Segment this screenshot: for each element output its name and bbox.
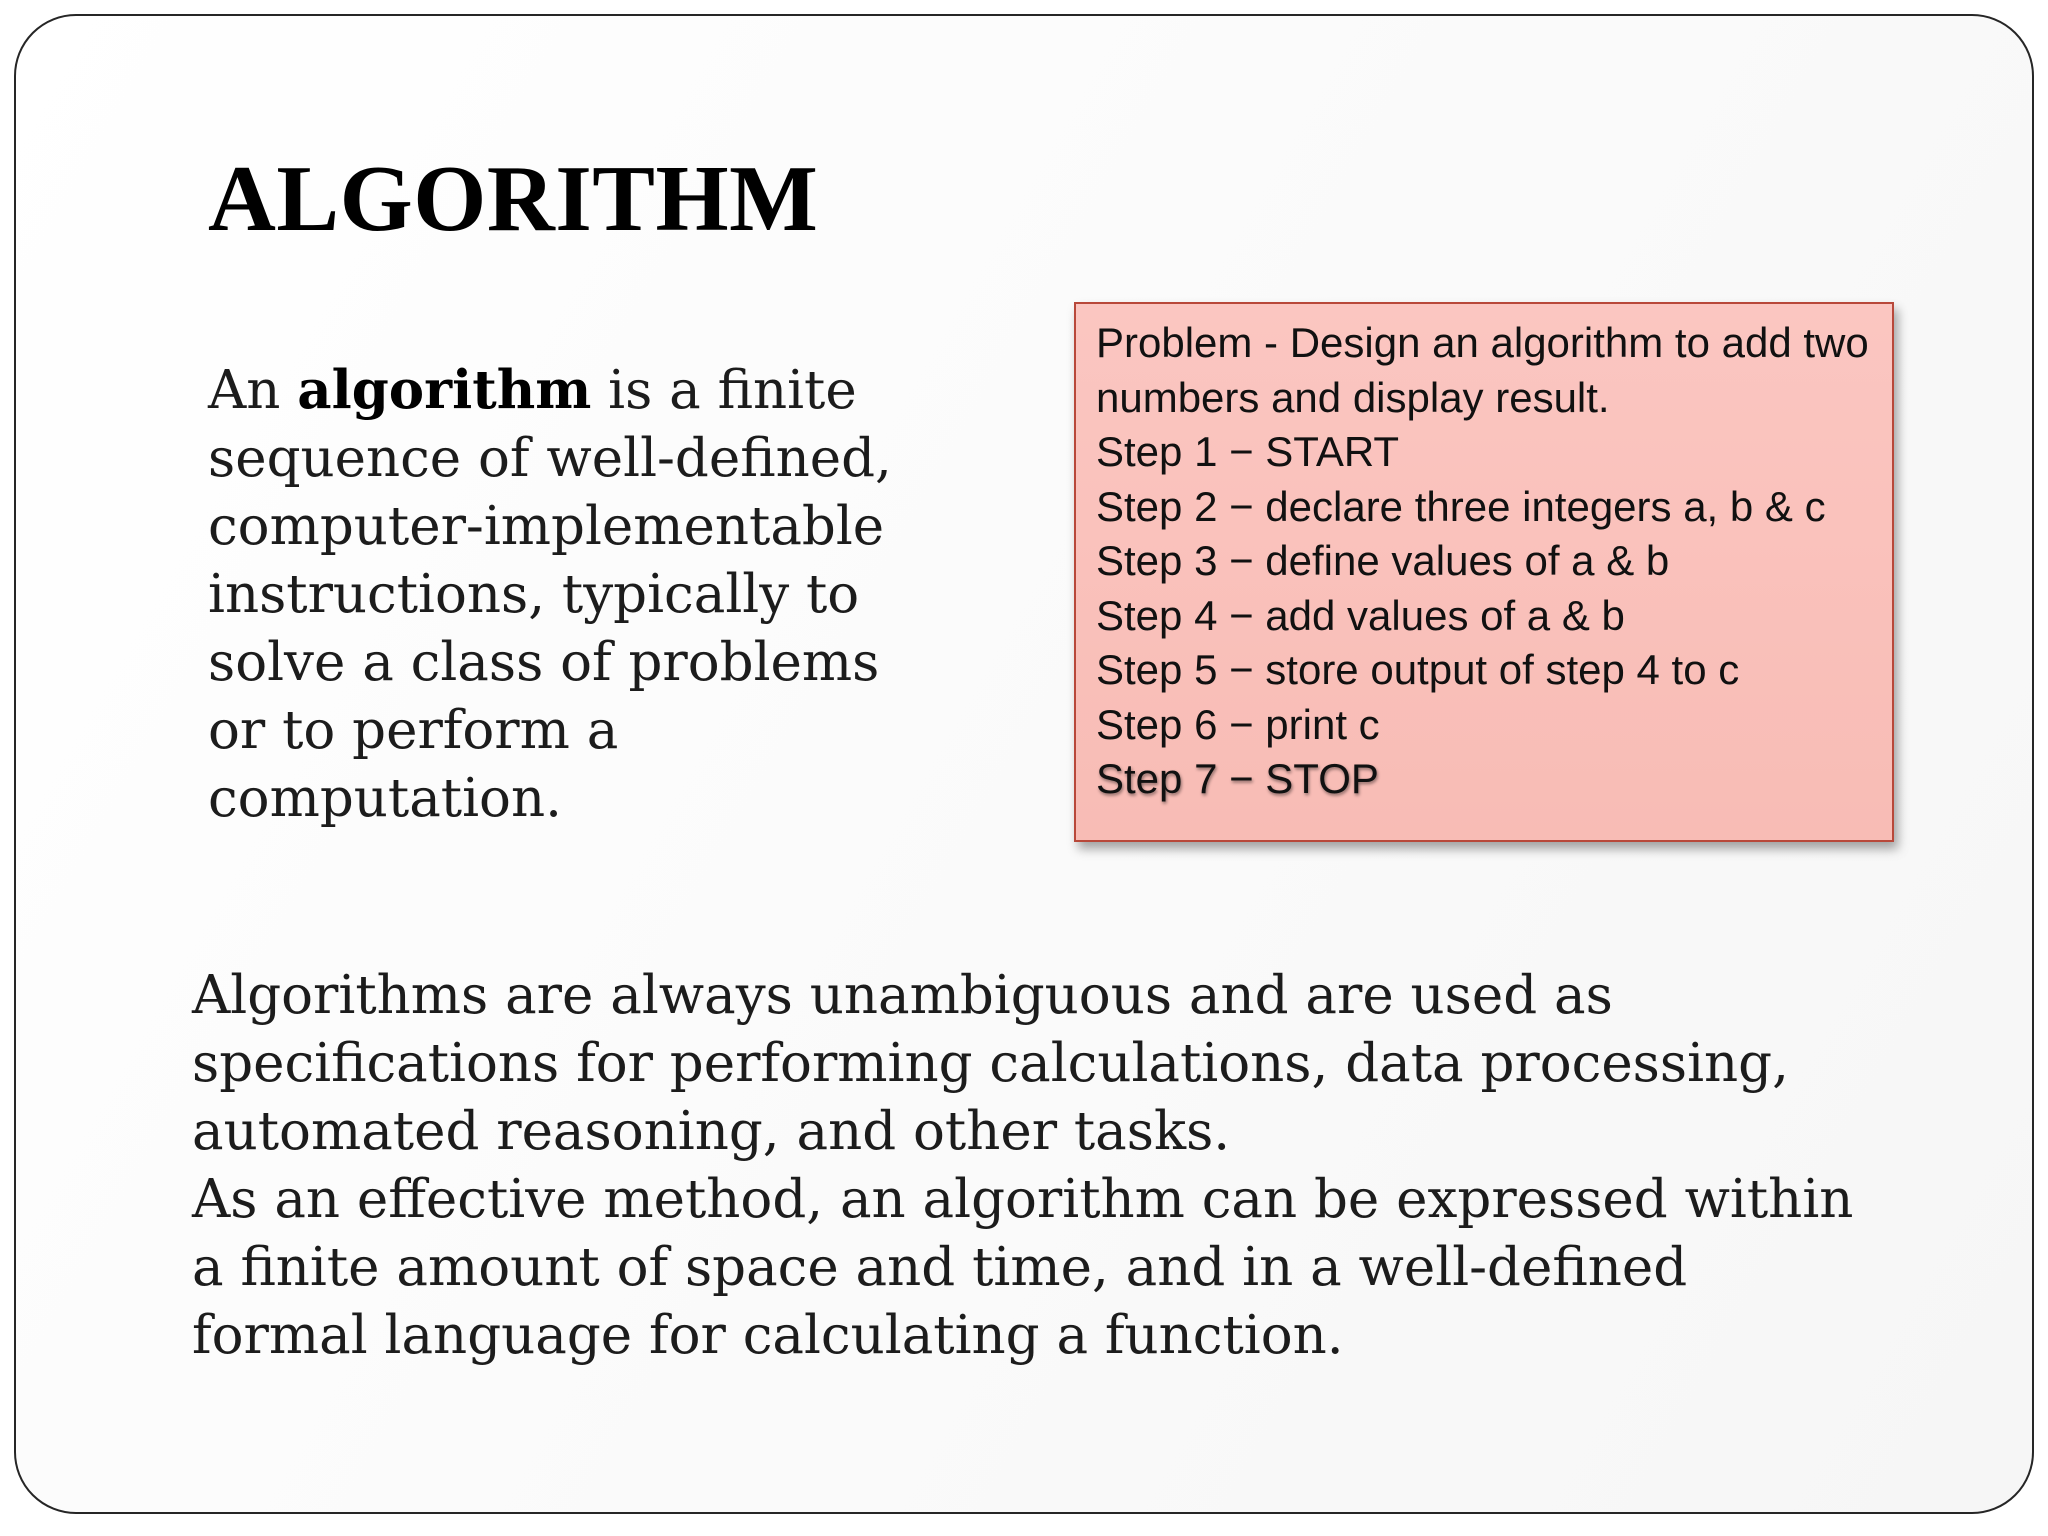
body-text bbox=[192, 962, 1872, 1370]
definition-suffix: is a finite sequence of well-defined, computer-implementable instructions, typically to solve a class of problems or to perform a computation. bbox=[208, 360, 892, 829]
body-paragraph-1: Algorithms are always unambiguous and are used as specifications for performing calculations, data processing, automated reasoning, and other tasks. bbox=[192, 965, 1789, 1162]
slide bbox=[14, 14, 2034, 1514]
slide-title: ALGORITHM bbox=[208, 147, 819, 251]
definition-paragraph bbox=[208, 356, 928, 833]
step-1: Step 1 − START bbox=[1096, 428, 1400, 475]
body-paragraph-2: As an effective method, an algorithm can be expressed within a finite amount of space and time, and in a well-defined formal language for calculating a function. bbox=[192, 1169, 1854, 1366]
step-4: Step 4 − add values of a & b bbox=[1096, 591, 1625, 639]
step-6: Step 6 − print c bbox=[1096, 700, 1380, 748]
definition-prefix: An bbox=[208, 360, 298, 421]
step-2: Step 2 − declare three integers a, b & c bbox=[1096, 482, 1826, 530]
step-3: Step 3 − define values of a & b bbox=[1096, 537, 1670, 584]
step-7: Step 7 − STOP bbox=[1096, 755, 1379, 802]
definition-term: algorithm bbox=[297, 359, 592, 421]
problem-statement: Problem - Design an algorithm to add two numbers and display result. bbox=[1096, 319, 1869, 421]
problem-box bbox=[1074, 302, 1894, 842]
step-5: Step 5 − store output of step 4 to c bbox=[1096, 646, 1740, 693]
